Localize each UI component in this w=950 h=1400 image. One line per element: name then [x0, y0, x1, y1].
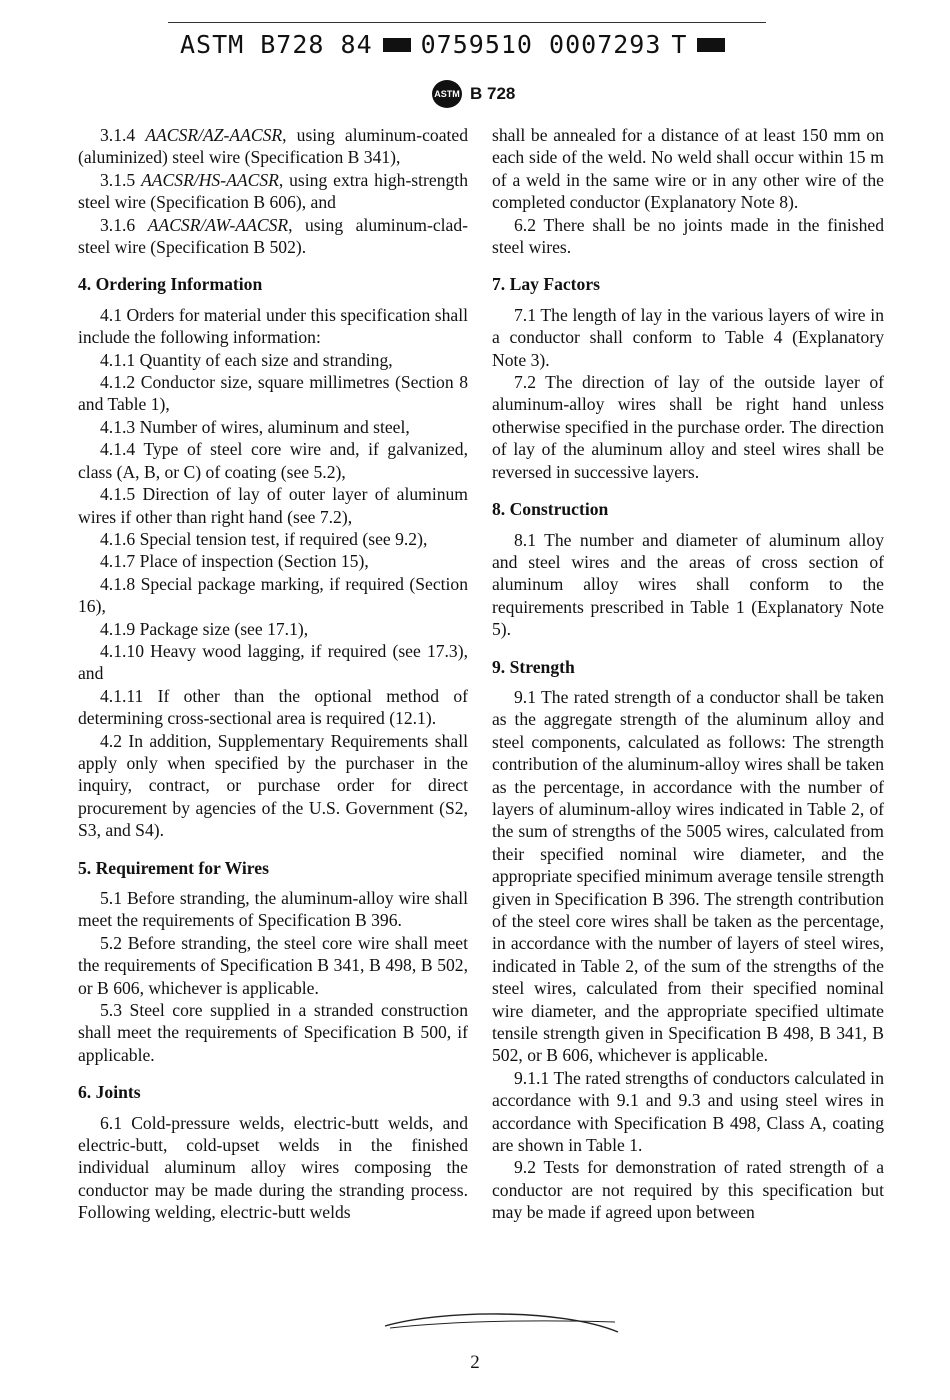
- paragraph: 9.2 Tests for demonstration of rated strength of a conductor are not required by this specification but may be made if agreed upon between: [492, 1157, 884, 1223]
- paragraph: 9.1 The rated strength of a conductor shall be taken as the aggregate strength of the aluminum alloy and steel components, calculated as follows: The strength contribution of the aluminum-alloy wires shall be taken as the percentage, in accordance with the number of layers of aluminum-alloy wires indicated in Table 2, of the sum of strengths of the 5005 wires, calculated from their specified nominal wire diameter, and the appropriate specified minimum average tensile strength given in Specification B 396. The strength contribution of the steel core wires shall be taken as the percentage, in accordance with the number of layers of steel wires, indicated in Table 2, of the sum of the strengths of the steel wires, calculated from their specified nominal wire diameter, and the appropriate specified ultimate tensile strength given in Specification B 498, B 341, B 502, or B 606, whichever is applicable.: [492, 686, 884, 1066]
- paragraph: 6.2 There shall be no joints made in the finished steel wires.: [492, 214, 884, 258]
- paragraph-continuation: shall be annealed for a distance of at least 150 mm on each side of the weld. No weld shall occur within 15 m of a weld in the same wire or in any other wire of the completed conductor (Explanatory Note 8).: [492, 125, 884, 213]
- paragraph: 4.1.6 Special tension test, if required (see 9.2),: [100, 528, 428, 549]
- paragraph: 3.1.5 AACSR/HS-AACSR, using extra high-strength steel wire (Specification B 606), and: [78, 169, 468, 213]
- right-column: [492, 124, 884, 1224]
- paragraph: 4.1.9 Package size (see 17.1),: [100, 618, 309, 639]
- section-heading: 9. Strength: [492, 656, 575, 677]
- astm-logo-icon: [432, 80, 462, 108]
- paragraph: 4.1.4 Type of steel core wire and, if galvanized, class (A, B, or C) of coating (see 5.2),: [78, 439, 468, 482]
- paragraph: 4.1 Orders for material under this specification shall include the following information:: [78, 304, 468, 348]
- paragraph: 4.1.10 Heavy wood lagging, if required (see 17.3), and: [78, 640, 468, 684]
- paragraph: 4.1.11 If other than the optional method of determining cross-sectional area is required (12.1).: [78, 685, 468, 729]
- paragraph: 4.1.3 Number of wires, aluminum and steel,: [100, 416, 410, 437]
- section-heading: 6. Joints: [78, 1082, 141, 1103]
- paragraph: 4.1.7 Place of inspection (Section 15),: [100, 551, 369, 572]
- paragraph: 5.3 Steel core supplied in a stranded construction shall meet the requirements of Specification B 500, if applicable.: [78, 1000, 468, 1065]
- header-code: 0759510 0007293: [420, 30, 662, 59]
- section-heading: 5. Requirement for Wires: [78, 857, 269, 878]
- designation-row: [432, 80, 515, 108]
- paragraph: 9.1.1 The rated strengths of conductors calculated in accordance with 9.1 and 9.3 and using steel wires in accordance with Specification B 498, Class A, coating are shown in Table 1.: [492, 1067, 884, 1156]
- section-heading: 7. Lay Factors: [492, 274, 600, 295]
- paragraph: 4.2 In addition, Supplementary Requirements shall apply only when specified by the purchaser in the inquiry, contract, or purchase order for direct procurement by agencies of the U.S. Government (S2, S3, and S4).: [78, 730, 468, 841]
- footer-curve-mark: [380, 1308, 630, 1340]
- paragraph: 4.1.5 Direction of lay of outer layer of aluminum wires if other than right hand (see 7.2),: [78, 484, 468, 527]
- paragraph: 8.1 The number and diameter of aluminum alloy and steel wires and the areas of cross section of aluminum alloy wires shall conform to the requirements prescribed in Table 1 (Explanatory Note 5).: [492, 529, 884, 640]
- paragraph: 4.1.1 Quantity of each size and stranding,: [100, 349, 393, 370]
- header-designation: ASTM B728 84: [180, 30, 373, 59]
- paragraph: 3.1.4 AACSR/AZ-AACSR, using aluminum-coated (aluminized) steel wire (Specification B 341),: [78, 125, 469, 168]
- designation-label: B 728: [470, 84, 516, 103]
- header-suffix: T: [671, 30, 688, 59]
- paragraph: 4.1.8 Special package marking, if required (Section 16),: [78, 573, 468, 617]
- left-column: [78, 124, 468, 1224]
- section-heading: 4. Ordering Information: [78, 274, 263, 295]
- section-heading: 8. Construction: [492, 499, 609, 520]
- astm-logo-text: ASTM: [434, 89, 460, 99]
- paragraph: 4.1.2 Conductor size, square millimetres (Section 8 and Table 1),: [78, 372, 468, 415]
- paragraph: 6.1 Cold-pressure welds, electric-butt welds, and electric-butt, cold-upset welds in the finished individual aluminum alloy wires composing the conductor may be made during the stranding process. Following welding, electric-butt welds: [78, 1112, 468, 1223]
- paragraph: 5.1 Before stranding, the aluminum-alloy wire shall meet the requirements of Specification B 396.: [78, 888, 468, 931]
- header-block-mark: [383, 38, 411, 52]
- document-header: [180, 30, 780, 59]
- paragraph: 7.2 The direction of lay of the outside layer of aluminum-alloy wires shall be right hand unless otherwise specified in the purchase order. The direction of lay of the aluminum alloy and steel wires shall be reversed in successive layers.: [492, 372, 884, 482]
- paragraph: 7.1 The length of lay in the various layers of wire in a conductor shall conform to Table 4 (Explanatory Note 3).: [492, 304, 884, 370]
- paragraph: 5.2 Before stranding, the steel core wire shall meet the requirements of Specification B 341, B 498, B 502, or B 606, whichever is applicable.: [78, 932, 468, 998]
- header-block-mark-2: [697, 38, 725, 52]
- page-number: 2: [470, 1352, 480, 1373]
- header-rule: [168, 22, 766, 23]
- paragraph: 3.1.6 AACSR/AW-AACSR, using aluminum-clad-steel wire (Specification B 502).: [78, 214, 468, 258]
